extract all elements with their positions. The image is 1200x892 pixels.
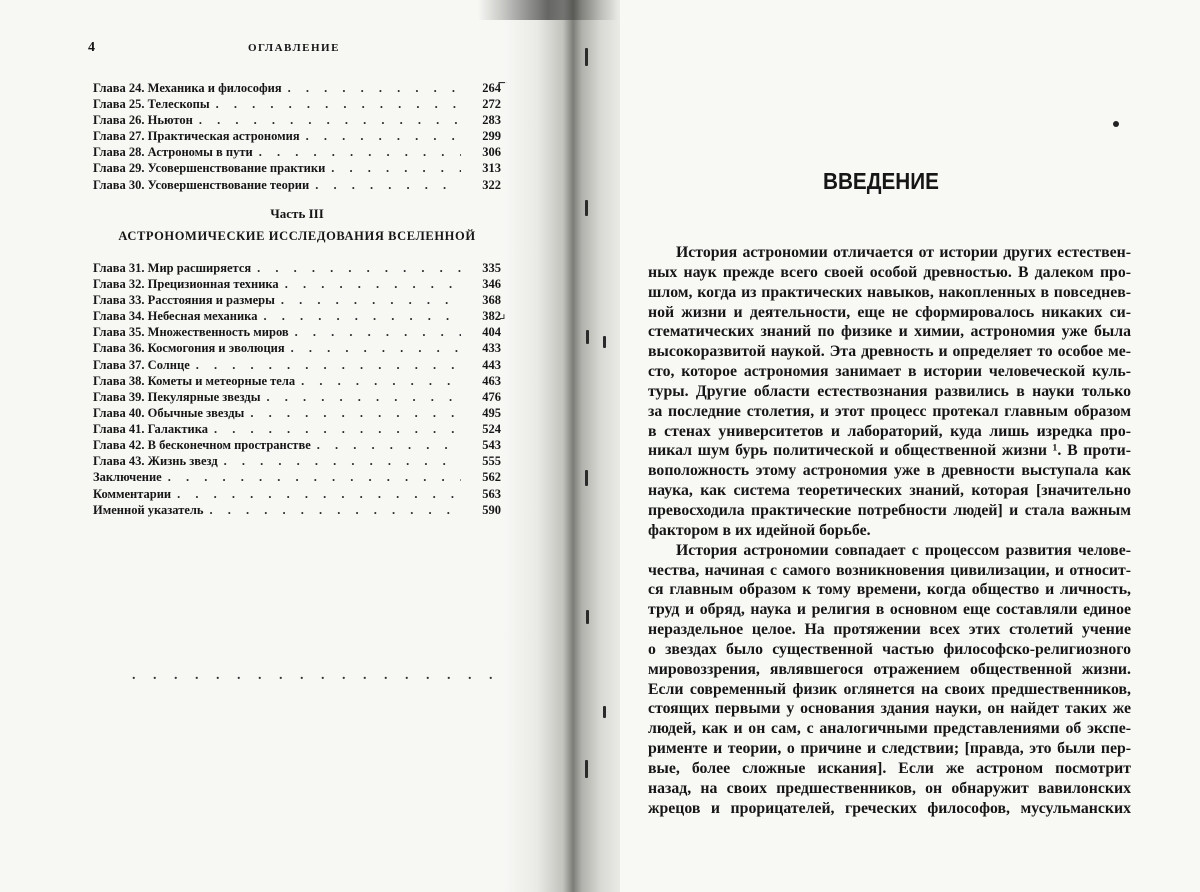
toc-entry-page: 346 — [467, 276, 501, 292]
text-line: чества, начиная с самого возникновения цивилизации, и относит- — [648, 561, 1131, 581]
text-line: ся главным образом к тому времени, когда общество и личность, — [648, 580, 1131, 600]
toc-entry-page: 306 — [467, 144, 501, 160]
toc-entry-label: Заключение — [93, 469, 162, 485]
toc-entry — [93, 469, 501, 485]
text-line: в стенах университетов и лабораторий, куда лишь изредка про- — [648, 422, 1131, 442]
toc-entry — [93, 421, 501, 437]
toc-entry — [93, 437, 501, 453]
toc-entry-page: 495 — [467, 405, 501, 421]
text-line: высокоразвитой наукой. Эта древность и определяет то особое ме- — [648, 342, 1131, 362]
text-line: превосходила практические потребности людей] и стала важным — [648, 501, 1131, 521]
toc-entry — [93, 373, 501, 389]
toc-entry — [93, 177, 501, 193]
text-line: мировоззрения, являвшегося отражением общественной жизни. — [648, 660, 1131, 680]
running-head — [88, 40, 508, 58]
toc-entry-label: Глава 28. Астрономы в пути — [93, 144, 253, 160]
text-line: назад, на своих предшественников, он обнаружит вавилонских — [648, 779, 1131, 799]
text-line: о звездах было существенной частью философско-религиозного — [648, 640, 1131, 660]
text-line: туры. Другие области естествознания развились в науки только — [648, 382, 1131, 402]
toc-entry-page: 283 — [467, 112, 501, 128]
toc-entry — [93, 324, 501, 340]
toc-entry-page: 443 — [467, 357, 501, 373]
pencil-bracket-mark: ⌐ — [497, 76, 509, 92]
text-line: фактором в их идейной борьбе. — [648, 521, 1131, 541]
gutter-shadow — [478, 0, 618, 20]
toc-entry — [93, 128, 501, 144]
toc-entry-page: 264 — [467, 80, 501, 96]
toc-entry-label: Глава 30. Усовершенствование теории — [93, 177, 309, 193]
toc-entry-label: Глава 37. Солнце — [93, 357, 190, 373]
toc-entry-label: Глава 33. Расстояния и размеры — [93, 292, 275, 308]
text-line: вые, более сложные искания]. Если же астроном посмотрит — [648, 759, 1131, 779]
toc-entry-page: 590 — [467, 502, 501, 518]
toc-entry-page: 433 — [467, 340, 501, 356]
toc-entry — [93, 276, 501, 292]
toc-part2-tail — [93, 80, 501, 193]
text-line: рименте и теории, о причине и следствии; [правда, это были пер- — [648, 739, 1131, 759]
toc-entry — [93, 389, 501, 405]
part-number: Часть III — [88, 206, 506, 222]
toc-entry-label: Глава 29. Усовершенствование практики — [93, 160, 325, 176]
toc-entry-page: 524 — [467, 421, 501, 437]
chapter-title: ВВЕДЕНИЕ — [823, 168, 939, 195]
toc-entry — [93, 96, 501, 112]
toc-entry-page: 543 — [467, 437, 501, 453]
pencil-hook-mark: ⌟ — [499, 306, 506, 322]
toc-entry — [93, 502, 501, 518]
text-line: ной жизни и деятельности, еще не сформировалось никаких си- — [648, 303, 1131, 323]
part-title: АСТРОНОМИЧЕСКИЕ ИССЛЕДОВАНИЯ ВСЕЛЕННОЙ — [88, 229, 506, 244]
book-spread — [0, 0, 1200, 892]
toc-entry — [93, 486, 501, 502]
running-title: ОГЛАВЛЕНИЕ — [248, 42, 340, 54]
toc-entry-page: 313 — [467, 160, 501, 176]
toc-entry-page: 368 — [467, 292, 501, 308]
toc-entry-label: Глава 26. Ньютон — [93, 112, 193, 128]
toc-entry — [93, 144, 501, 160]
toc-entry-page: 335 — [467, 260, 501, 276]
text-line: нераздельное целое. На протяжении всех этих столетий учение — [648, 620, 1131, 640]
toc-entry-page: 563 — [467, 486, 501, 502]
toc-entry-label: Глава 32. Прецизионная техника — [93, 276, 279, 292]
toc-entry — [93, 453, 501, 469]
toc-entry — [93, 260, 501, 276]
toc-entry-label: Глава 39. Пекулярные звезды — [93, 389, 260, 405]
text-line: жрецов и прорицателей, греческих философов, мусульманских — [648, 799, 1131, 819]
text-line: воположность этому астрономия уже в древности выступала как — [648, 461, 1131, 481]
text-line: История астрономии отличается от истории других естествен- — [648, 243, 1131, 263]
text-line: людей, как и он сам, с аналогичными представлениями об экспе- — [648, 719, 1131, 739]
toc-entry — [93, 160, 501, 176]
text-line: наука, как система теоретических знаний, которая [значительно — [648, 481, 1131, 501]
toc-entry-page: 562 — [467, 469, 501, 485]
toc-end — [93, 486, 501, 518]
page-number: 4 — [88, 40, 95, 56]
text-line: шлом, когда из практических навыков, накопленных в повседнев- — [648, 283, 1131, 303]
text-line: История астрономии совпадает с процессом развития челове- — [648, 541, 1131, 561]
toc-part3 — [93, 260, 501, 485]
toc-entry — [93, 357, 501, 373]
text-line: ных наук прежде всего своей особой древностью. В далеком про- — [648, 263, 1131, 283]
text-line: за последние столетия, и этот процесс протекал главным образом — [648, 402, 1131, 422]
toc-entry — [93, 80, 501, 96]
text-line: стоящих первыми у основания здания науки, он найдет таких же — [648, 699, 1131, 719]
toc-entry-page: 272 — [467, 96, 501, 112]
toc-entry — [93, 112, 501, 128]
toc-entry-page: 299 — [467, 128, 501, 144]
toc-entry-label: Глава 24. Механика и философия — [93, 80, 282, 96]
toc-entry — [93, 308, 501, 324]
toc-entry-page: 404 — [467, 324, 501, 340]
toc-entry-label: Глава 40. Обычные звезды — [93, 405, 244, 421]
toc-entry-page: 463 — [467, 373, 501, 389]
toc-entry-label: Комментарии — [93, 486, 171, 502]
toc-entry-label: Глава 36. Космогония и эволюция — [93, 340, 285, 356]
toc-entry-label: Глава 43. Жизнь звезд — [93, 453, 218, 469]
text-line: труд и обряд, наука и религия в основном еще составляли единое — [648, 600, 1131, 620]
toc-entry — [93, 405, 501, 421]
toc-entry-label: Глава 31. Мир расширяется — [93, 260, 251, 276]
toc-entry-label: Глава 38. Кометы и метеорные тела — [93, 373, 295, 389]
toc-entry-page: 382 — [467, 308, 501, 324]
toc-entry-label: Глава 34. Небесная механика — [93, 308, 257, 324]
text-line: никал шум бурь политической и общественной жизни ¹. В проти- — [648, 441, 1131, 461]
text-line: Если современный физик оглянется на своих предшественников, — [648, 680, 1131, 700]
toc-entry — [93, 340, 501, 356]
toc-entry-label: Глава 25. Телескопы — [93, 96, 210, 112]
body-text — [648, 243, 1131, 818]
toc-entry-label: Глава 35. Множественность миров — [93, 324, 289, 340]
toc-entry-label: Именной указатель — [93, 502, 204, 518]
toc-entry — [93, 292, 501, 308]
ink-spot — [1113, 121, 1119, 127]
text-line: сто, которое астрономия занимает в истории человеческой куль- — [648, 362, 1131, 382]
left-page — [0, 0, 560, 892]
dotted-line-decoration: . . . . . . . . . . . . . . . . . . — [132, 668, 500, 684]
toc-entry-label: Глава 42. В бесконечном пространстве — [93, 437, 311, 453]
toc-entry-label: Глава 27. Практическая астрономия — [93, 128, 300, 144]
toc-entry-page: 555 — [467, 453, 501, 469]
toc-entry-page: 322 — [467, 177, 501, 193]
text-line: стематических знаний по физике и химии, астрономия уже была — [648, 322, 1131, 342]
toc-entry-label: Глава 41. Галактика — [93, 421, 208, 437]
toc-entry-page: 476 — [467, 389, 501, 405]
